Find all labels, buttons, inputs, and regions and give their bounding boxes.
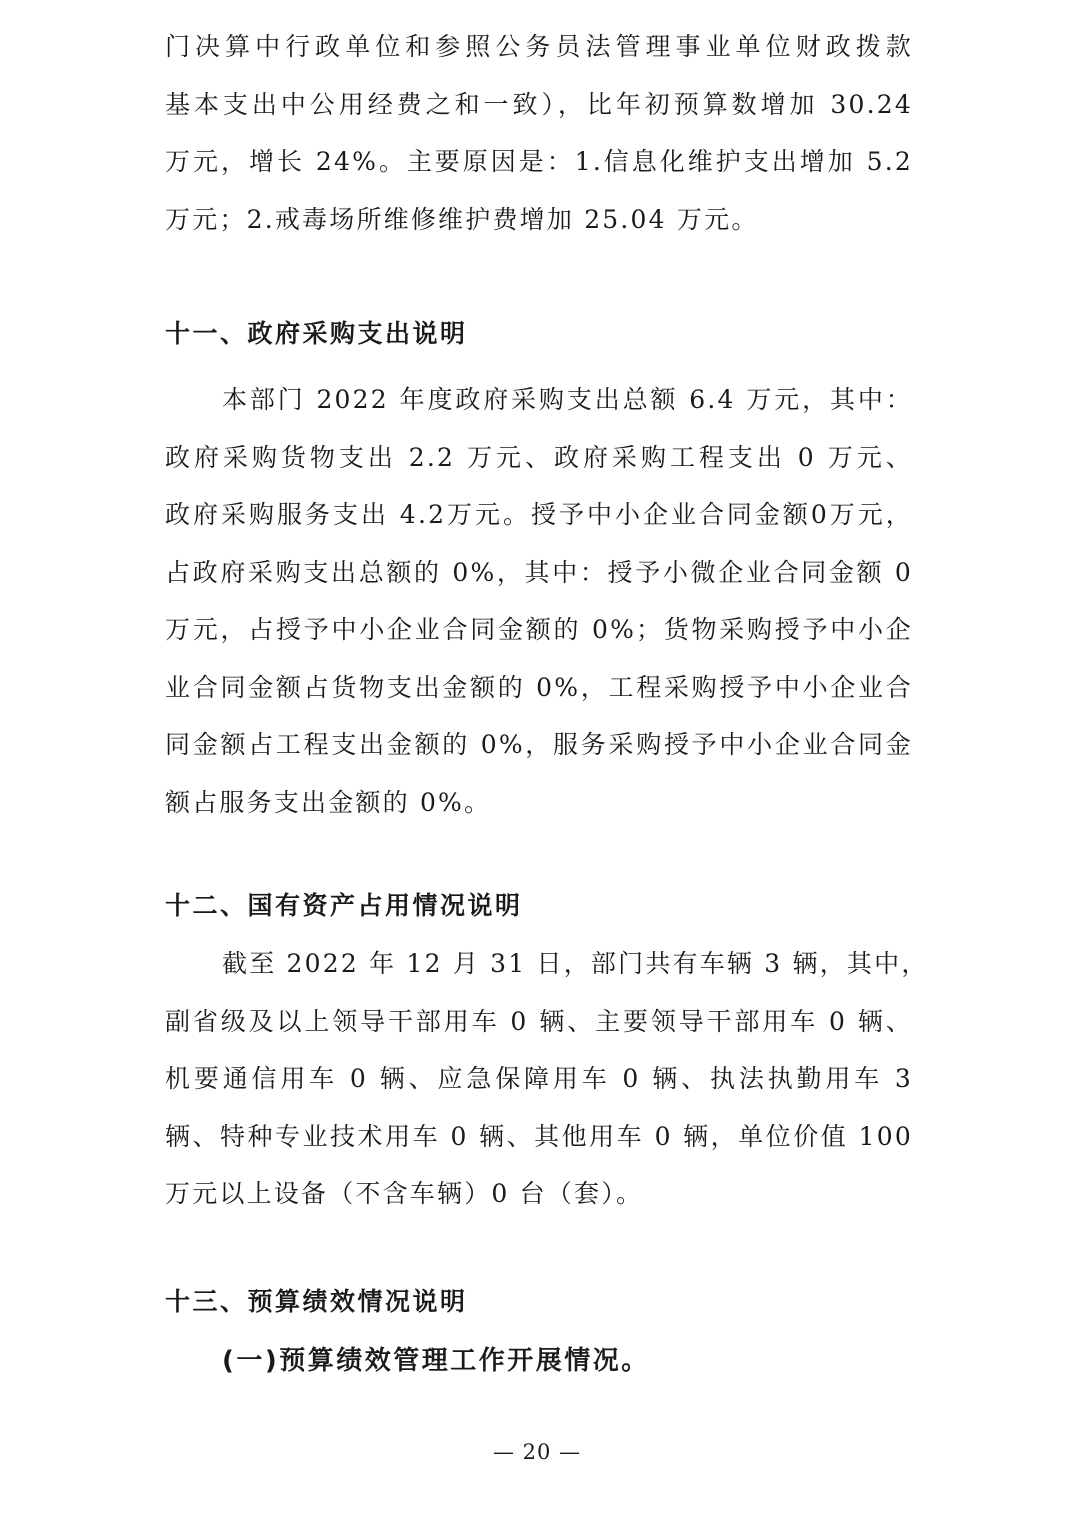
paragraph-line: 截至 2022 年 12 月 31 日，部门共有车辆 3 辆，其中， xyxy=(222,949,929,978)
intro-paragraph xyxy=(165,18,913,248)
paragraph-line: 额占服务支出金额的 0%。 xyxy=(165,787,492,817)
page-number: — 20 — xyxy=(492,1440,582,1464)
paragraph-line: 万元以上设备（不含车辆）0 台（套）。 xyxy=(165,1179,644,1208)
paragraph-line: 基本支出中公用经费之和一致），比年初预算数增加 30.24 xyxy=(165,89,913,119)
paragraph-line: 占政府采购支出总额的 0%，其中：授予小微企业合同金额 0 xyxy=(165,557,913,587)
paragraph-line: 副省级及以上领导干部用车 0 辆、主要领导干部用车 0 辆、 xyxy=(165,1006,913,1036)
paragraph-line: 本部门 2022 年度政府采购支出总额 6.4 万元，其中： xyxy=(222,385,913,414)
paragraph-line: 业合同金额占货物支出金额的 0%，工程采购授予中小企业合 xyxy=(165,672,913,702)
paragraph-line: 万元，增长 24%。主要原因是：1.信息化维护支出增加 5.2 xyxy=(165,147,913,176)
paragraph-line: 万元；2.戒毒场所维修维护费增加 25.04 万元。 xyxy=(165,204,759,234)
paragraph-line: 辆、特种专业技术用车 0 辆、其他用车 0 辆，单位价值 100 xyxy=(165,1121,913,1151)
paragraph-line: 政府采购服务支出 4.2万元。授予中小企业合同金额0万元， xyxy=(165,500,913,529)
paragraph-line: 机要通信用车 0 辆、应急保障用车 0 辆、执法执勤用车 3 xyxy=(165,1064,913,1093)
section-12-heading: 十二、国有资产占用情况说明 xyxy=(165,891,523,920)
section-13-subheading: (一)预算绩效管理工作开展情况。 xyxy=(222,1346,650,1376)
paragraph-line: 万元，占授予中小企业合同金额的 0%；货物采购授予中小企 xyxy=(165,615,913,644)
section-12-paragraph xyxy=(165,935,929,1223)
section-13-heading: 十三、预算绩效情况说明 xyxy=(165,1287,468,1316)
paragraph-line: 政府采购货物支出 2.2 万元、政府采购工程支出 0 万元、 xyxy=(165,442,913,472)
section-11-heading: 十一、政府采购支出说明 xyxy=(165,319,468,348)
paragraph-line: 同金额占工程支出金额的 0%，服务采购授予中小企业合同金 xyxy=(165,730,913,759)
paragraph-line: 门决算中行政单位和参照公务员法管理事业单位财政拨款 xyxy=(165,32,913,61)
section-11-paragraph xyxy=(165,371,913,831)
